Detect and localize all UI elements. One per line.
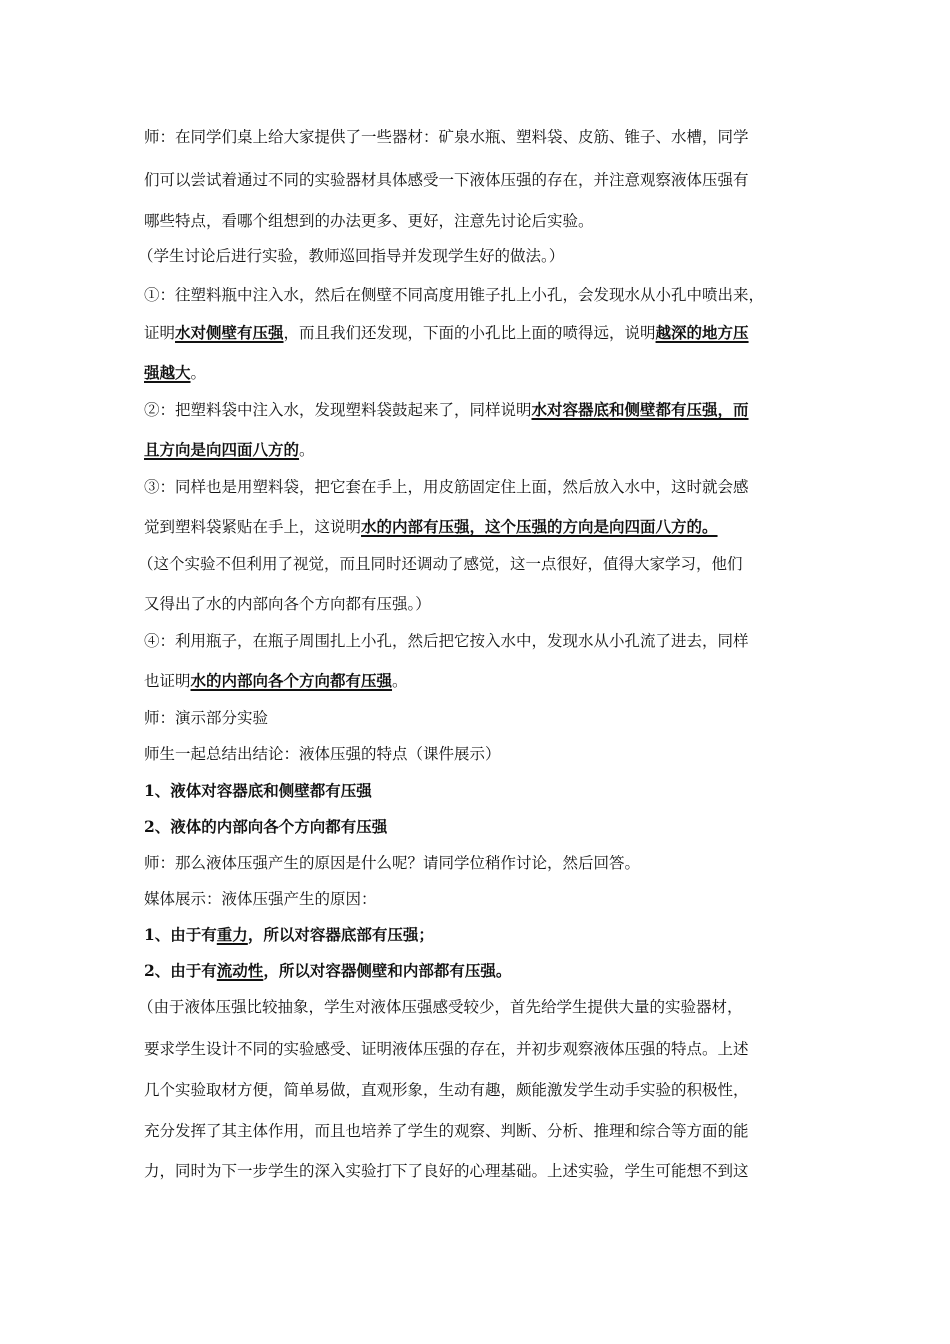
text: 2、由于有 [144, 961, 217, 980]
cause-1 [144, 925, 804, 945]
teacher-comment-line-2: 又得出了水的内部向各个方向都有压强。） [144, 595, 431, 613]
conclusion-all-directions: 且方向是向四面八方的 [144, 440, 300, 459]
summary-point-2: 2、液体的内部向各个方向都有压强 [144, 817, 388, 836]
summary-intro: 师生一起总结出结论：液体压强的特点（课件展示） [144, 745, 501, 763]
text: 证明 [144, 324, 176, 342]
text: ②：把塑料袋中注入水，发现塑料袋鼓起来了，同样说明 [144, 401, 532, 419]
analysis-line-5: 力，同时为下一步学生的深入实验打下了良好的心理基础。上述实验，学生可能想不到这 [144, 1162, 749, 1180]
text: 1、由于有 [144, 925, 217, 944]
experiment-4-line-2 [144, 671, 804, 691]
conclusion-bottom-side-pressure: 水对容器底和侧壁都有压强，而 [531, 400, 749, 419]
intro-line-2: 们可以尝试着通过不同的实验器材具体感受一下液体压强的存在，并注意观察液体压强有 [144, 171, 749, 189]
experiment-3-line-2 [144, 517, 804, 537]
text: ，所以对容器底部有压强； [247, 925, 434, 944]
cause-2 [144, 961, 804, 981]
text: 也证明 [144, 672, 191, 690]
summary-point-1: 1、液体对容器底和侧壁都有压强 [144, 781, 372, 800]
experiment-2-line-2 [144, 440, 804, 460]
conclusion-side-wall-pressure: 水对侧壁有压强 [175, 323, 284, 342]
conclusion-internal-all-directions: 水的内部向各个方向都有压强 [190, 671, 393, 690]
teacher-comment-line-1: （这个实验不但利用了视觉，而且同时还调动了感觉，这一点很好，值得大家学习，他们 [138, 555, 743, 573]
text: 觉到塑料袋紧贴在手上，这说明 [144, 518, 362, 536]
student-note: （学生讨论后进行实验，教师巡回指导并发现学生好的做法。） [138, 247, 565, 265]
intro-line-3: 哪些特点，看哪个组想到的办法更多、更好，注意先讨论后实验。 [144, 212, 594, 230]
experiment-3-line-1: ③：同样也是用塑料袋，把它套在手上，用皮筋固定住上面，然后放入水中，这时就会感 [144, 478, 749, 496]
cause-fluidity: 流动性 [216, 961, 264, 980]
analysis-line-4: 充分发挥了其主体作用，而且也培养了学生的观察、判断、分析、推理和综合等方面的能 [144, 1122, 749, 1140]
conclusion-depth-pressure-end: 强越大 [144, 363, 191, 382]
experiment-1-line-3 [144, 363, 804, 383]
text: ，而且我们还发现，下面的小孔比上面的喷得远，说明 [283, 324, 656, 342]
conclusion-depth-pressure: 越深的地方压 [655, 323, 749, 342]
cause-gravity: 重力 [216, 925, 248, 944]
conclusion-internal-pressure: 水的内部有压强，这个压强的方向是向四面八方的。 [361, 517, 718, 536]
text: 。 [190, 364, 207, 382]
text: ，所以对容器侧壁和内部都有压强。 [263, 961, 512, 980]
analysis-line-1: （由于液体压强比较抽象，学生对液体压强感受较少，首先给学生提供大量的实验器材， [138, 998, 743, 1016]
intro-line-1: 师：在同学们桌上给大家提供了一些器材：矿泉水瓶、塑料袋、皮筋、锥子、水槽，同学 [144, 128, 749, 146]
teacher-question: 师：那么液体压强产生的原因是什么呢？请同学位稍作讨论，然后回答。 [144, 854, 641, 872]
experiment-1-line-1: ①：往塑料瓶中注入水，然后在侧壁不同高度用锥子扎上小孔，会发现水从小孔中喷出来， [144, 286, 765, 304]
experiment-2-line-1 [144, 400, 804, 420]
text: 。 [299, 441, 315, 459]
experiment-1-line-2 [144, 323, 804, 343]
experiment-4-line-1: ④：利用瓶子，在瓶子周围扎上小孔，然后把它按入水中，发现水从小孔流了进去，同样 [144, 632, 749, 650]
analysis-line-2: 要求学生设计不同的实验感受、证明液体压强的存在，并初步观察液体压强的特点。上述 [144, 1040, 749, 1058]
teacher-demo: 师：演示部分实验 [144, 709, 269, 727]
analysis-line-3: 几个实验取材方便，简单易做，直观形象，生动有趣，颇能激发学生动手实验的积极性， [144, 1081, 749, 1099]
media-display: 媒体展示：液体压强产生的原因： [144, 890, 377, 908]
text: 。 [392, 672, 408, 690]
